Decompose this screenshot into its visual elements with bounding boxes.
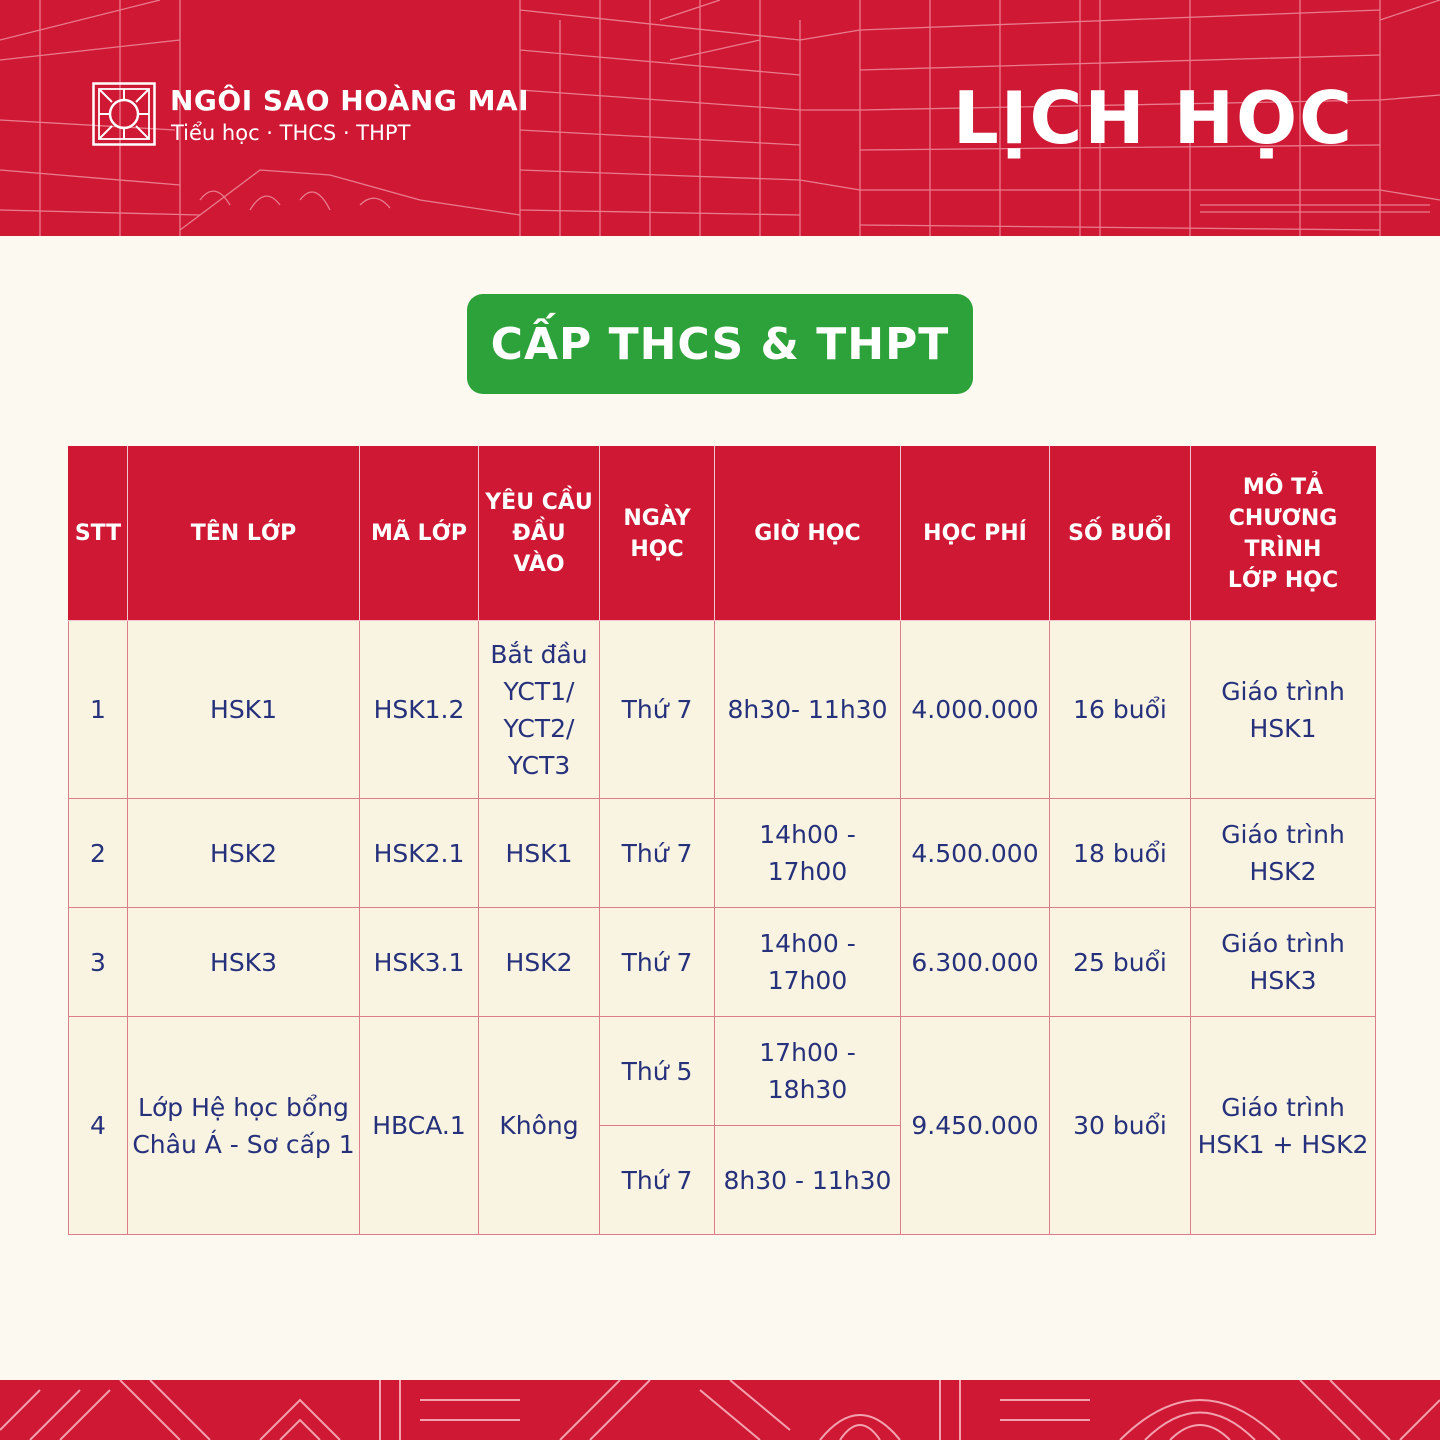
cell-stt: 1	[69, 621, 128, 799]
header-day-line: HỌC	[630, 536, 684, 562]
header-description-line: CHƯƠNG	[1228, 505, 1338, 531]
header-description-line: TRÌNH	[1244, 536, 1322, 562]
cell-description-line: HSK3	[1249, 966, 1317, 995]
cell-description	[1191, 621, 1376, 799]
cell-requirement: Không	[479, 1017, 600, 1235]
cell-class-code: HSK3.1	[360, 908, 479, 1017]
cell-requirement-line: YCT3	[507, 750, 571, 780]
cell-fee: 4.500.000	[901, 799, 1050, 908]
cell-time: 8h30- 11h30	[715, 621, 901, 799]
table-row	[69, 799, 1376, 908]
header-description-line: LỚP HỌC	[1227, 567, 1339, 593]
header-class-code: MÃ LỚP	[360, 447, 479, 621]
cell-requirement	[479, 621, 600, 799]
cell-class-code: HSK1.2	[360, 621, 479, 799]
cell-description-line: Giáo trình	[1221, 929, 1345, 958]
school-logo-icon	[92, 82, 156, 146]
cell-description	[1191, 1017, 1376, 1235]
header-day-line: NGÀY	[623, 505, 691, 531]
page-title: LỊCH HỌC	[952, 76, 1354, 160]
cell-day: Thứ 7	[600, 1126, 715, 1235]
cell-time: 14h00 - 17h00	[715, 799, 901, 908]
cell-class-code: HBCA.1	[360, 1017, 479, 1235]
table-header-row	[69, 447, 1376, 621]
table-row	[69, 621, 1376, 799]
table-row	[69, 908, 1376, 1017]
cell-fee: 9.450.000	[901, 1017, 1050, 1235]
cell-sessions: 16 buổi	[1050, 621, 1191, 799]
section-badge: CẤP THCS & THPT	[467, 294, 973, 394]
cell-sessions: 30 buổi	[1050, 1017, 1191, 1235]
cell-class-name	[128, 1017, 360, 1235]
cell-time: 14h00 - 17h00	[715, 908, 901, 1017]
cell-sessions: 25 buổi	[1050, 908, 1191, 1017]
cell-description	[1191, 799, 1376, 908]
cell-description	[1191, 908, 1376, 1017]
cell-class-name-line: Châu Á - Sơ cấp 1	[132, 1129, 355, 1159]
schedule-table	[68, 446, 1376, 1235]
cell-description-line: Giáo trình	[1221, 676, 1345, 706]
cell-requirement: HSK2	[479, 908, 600, 1017]
cell-day: Thứ 7	[600, 908, 715, 1017]
header-banner	[0, 0, 1440, 236]
brand-name: NGÔI SAO HOÀNG MAI	[170, 84, 530, 117]
header-requirement-line: YÊU CẦU	[485, 490, 593, 515]
cell-class-name: HSK1	[128, 621, 360, 799]
header-class-name: TÊN LỚP	[128, 447, 360, 621]
cell-description-line: Giáo trình	[1221, 1092, 1345, 1122]
header-day	[600, 447, 715, 621]
cell-stt: 4	[69, 1017, 128, 1235]
cell-stt: 2	[69, 799, 128, 908]
cell-class-code: HSK2.1	[360, 799, 479, 908]
cell-time: 8h30 - 11h30	[715, 1126, 901, 1235]
header-sessions: SỐ BUỔI	[1050, 447, 1191, 621]
cell-class-name: HSK3	[128, 908, 360, 1017]
header-description	[1191, 447, 1376, 621]
header-requirement	[479, 447, 600, 621]
cell-day: Thứ 7	[600, 799, 715, 908]
cell-fee: 4.000.000	[901, 621, 1050, 799]
cell-requirement: HSK1	[479, 799, 600, 908]
cell-description-line: HSK1 + HSK2	[1197, 1129, 1369, 1159]
cell-description-line: Giáo trình	[1221, 820, 1345, 849]
cell-requirement-line: YCT2/	[503, 713, 575, 743]
header-time: GIỜ HỌC	[715, 447, 901, 621]
cell-time: 17h00 - 18h30	[715, 1017, 901, 1126]
cell-class-name-line: Lớp Hệ học bổng	[138, 1092, 349, 1122]
brand-subtitle: Tiểu học · THCS · THPT	[171, 121, 411, 145]
header-fee: HỌC PHÍ	[901, 447, 1050, 621]
cell-requirement-line: YCT1/	[503, 676, 575, 706]
header-requirement-line: ĐẦU VÀO	[512, 521, 566, 577]
header-stt: STT	[69, 447, 128, 621]
cell-stt: 3	[69, 908, 128, 1017]
cell-description-line: HSK1	[1249, 713, 1317, 743]
cell-sessions: 18 buổi	[1050, 799, 1191, 908]
cell-fee: 6.300.000	[901, 908, 1050, 1017]
cell-day: Thứ 7	[600, 621, 715, 799]
cell-day: Thứ 5	[600, 1017, 715, 1126]
cell-description-line: HSK2	[1249, 857, 1317, 886]
cell-class-name: HSK2	[128, 799, 360, 908]
cell-requirement-line: Bắt đầu	[490, 639, 588, 669]
footer-pattern-band	[0, 1380, 1440, 1440]
geometric-pattern-background	[0, 1380, 1440, 1440]
table-row	[69, 1017, 1376, 1126]
header-description-line: MÔ TẢ	[1242, 474, 1324, 500]
